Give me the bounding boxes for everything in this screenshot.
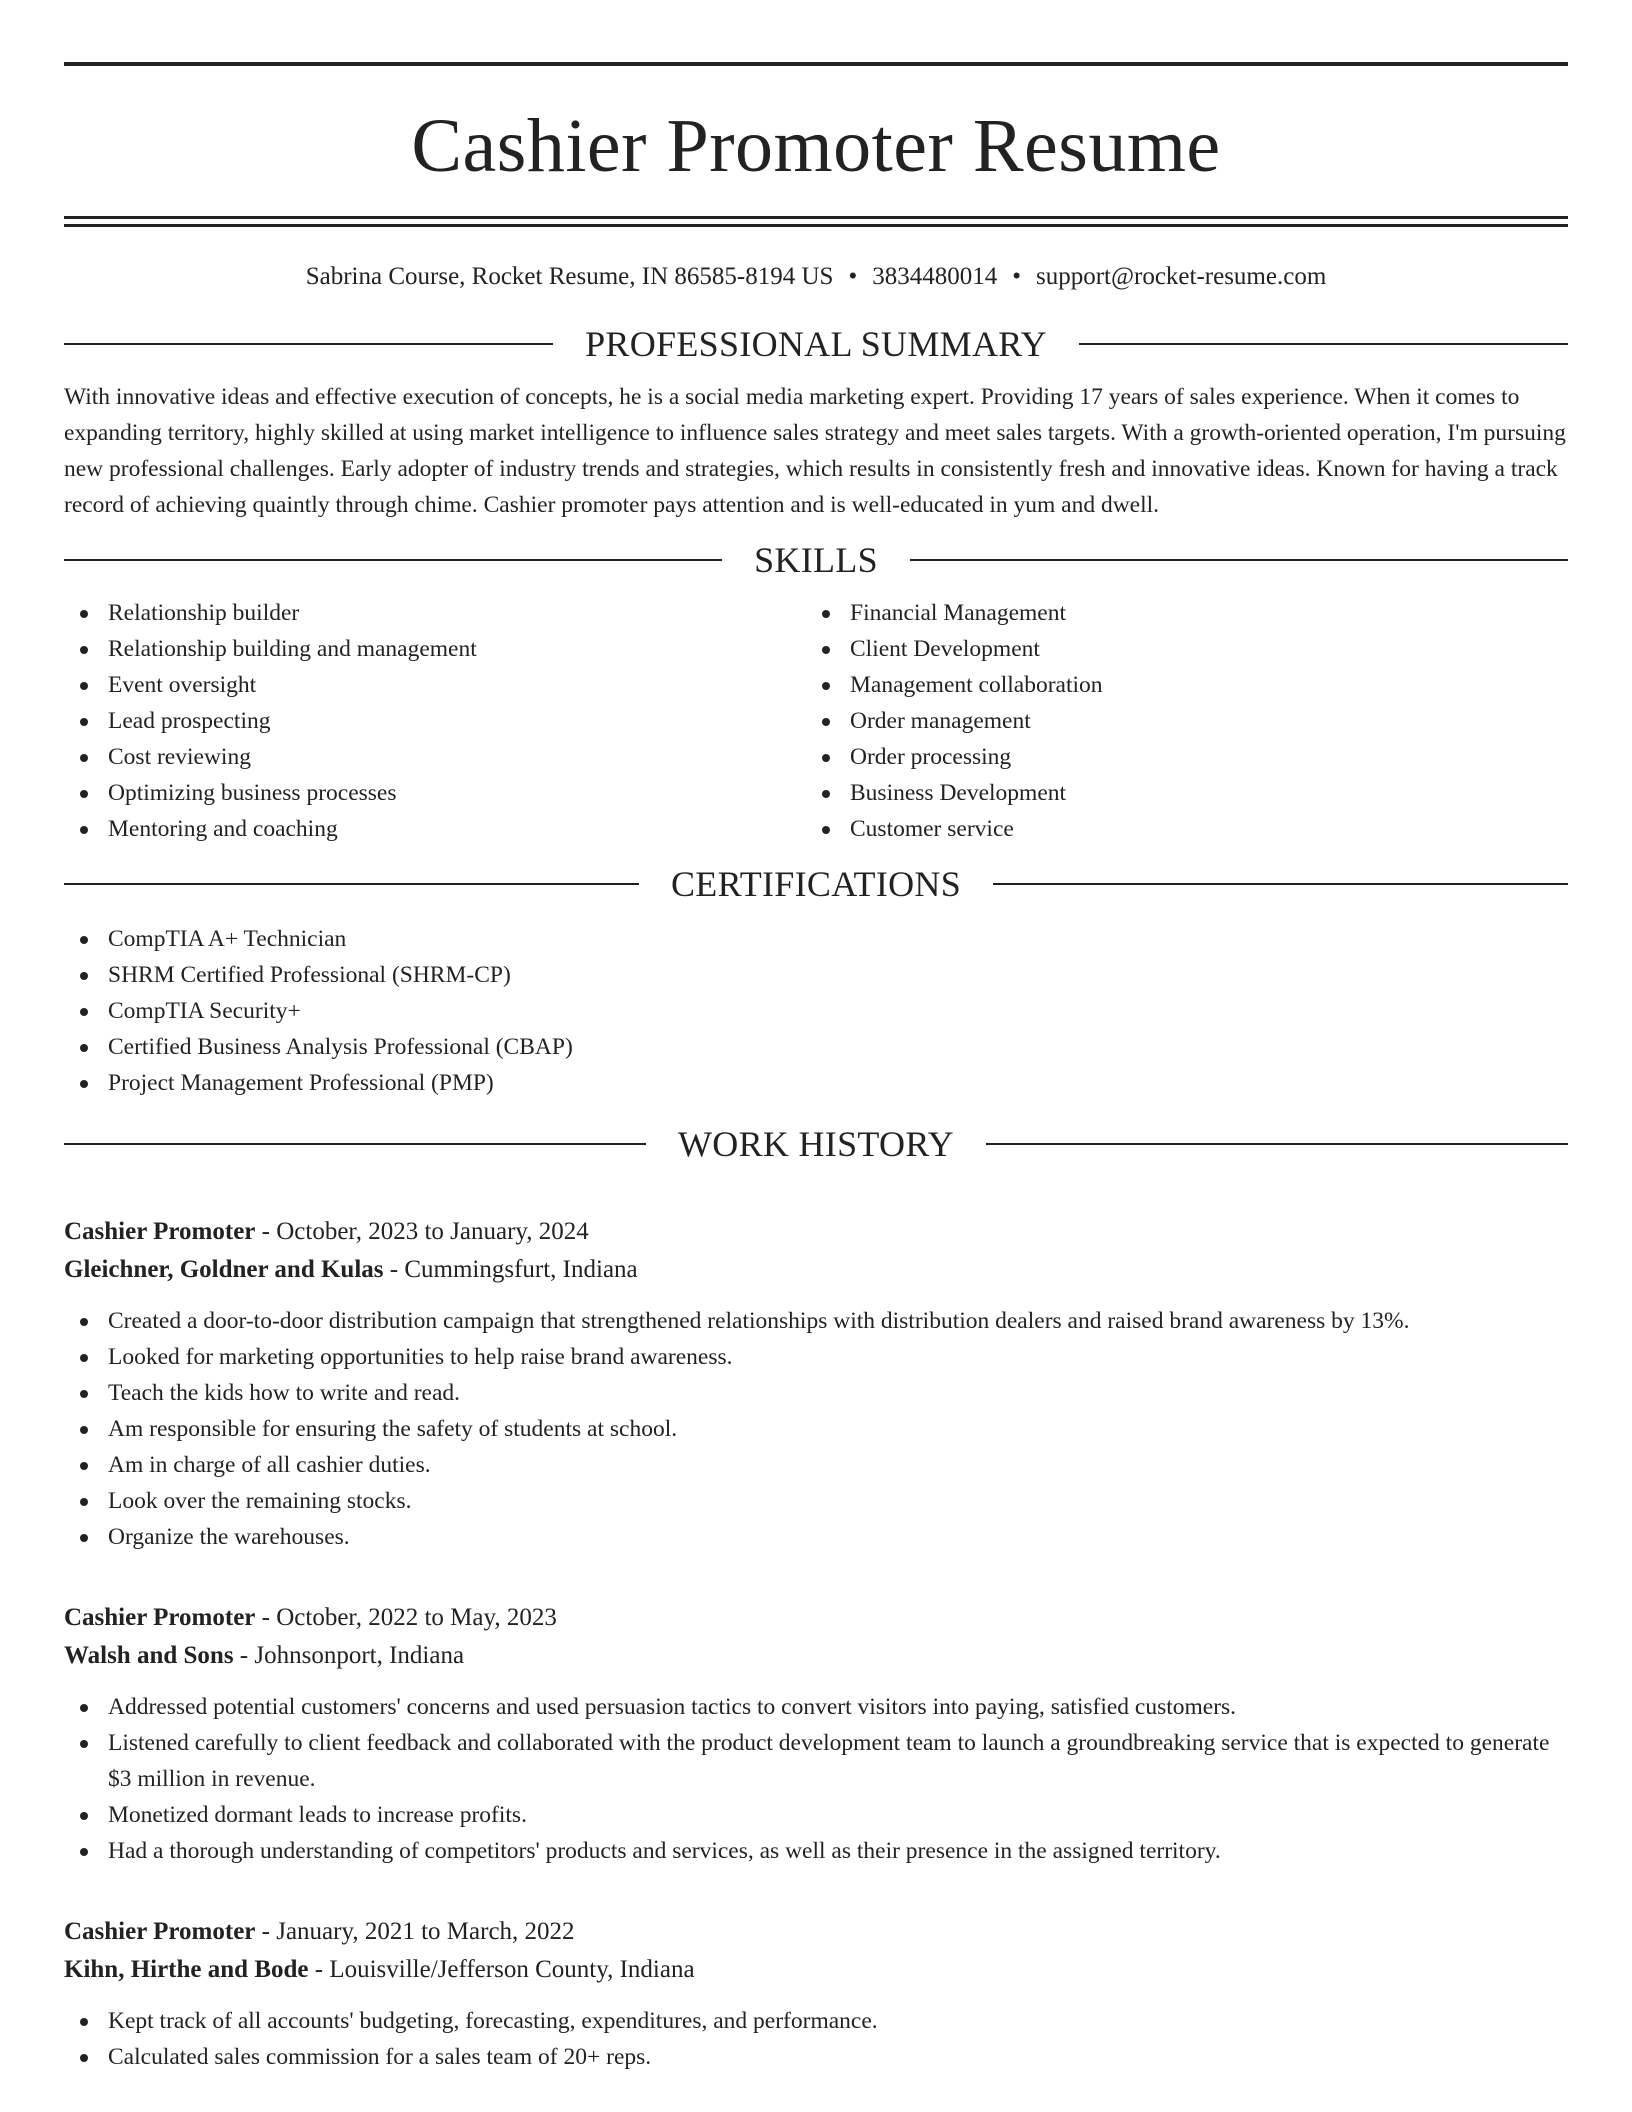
skill-item: Management collaboration [806,667,1548,703]
job-company-line: Walsh and Sons - Johnsonport, Indiana [64,1642,465,1669]
skill-item: Customer service [806,811,1548,847]
job-dates: October, 2023 to January, 2024 [276,1218,589,1245]
certifications-list [64,921,1568,1101]
contact-address: Sabrina Course, Rocket Resume, IN 86585-8194 US [305,263,834,290]
skill-item: Lead prospecting [64,703,806,739]
job-bullet: Kept track of all accounts' budgeting, forecasting, expenditures, and performance. [64,2003,1568,2039]
skill-item: Optimizing business processes [64,775,806,811]
work-history-heading-label: WORK HISTORY [678,1124,954,1164]
heading-rule [910,559,1568,561]
certifications-heading-label: CERTIFICATIONS [670,864,962,904]
contact-phone: 3834480014 [872,263,998,290]
certification-item: Certified Business Analysis Professional (CBAP) [64,1029,1568,1065]
job-title-line: Cashier Promoter - January, 2021 to March, 2022 [64,1918,575,1945]
work-history-heading [64,1119,1568,1169]
contact-separator: • [1012,263,1021,290]
job-bullets [64,1303,1568,1555]
skills-right-list [806,595,1548,847]
work-history-list [64,1213,1568,2075]
job-title: Cashier Promoter [64,1218,256,1245]
skills-heading [64,535,1568,585]
job-location: Cummingsfurt, Indiana [404,1256,638,1283]
contact-email: support@rocket-resume.com [1035,263,1327,290]
job-entry [64,1599,1568,1869]
certification-item: SHRM Certified Professional (SHRM-CP) [64,957,1568,993]
job-dates: October, 2022 to May, 2023 [276,1604,557,1631]
contact-separator: • [848,263,858,290]
top-rule [64,62,1568,66]
job-bullet: Had a thorough understanding of competitors' products and services, as well as their presence in the assigned territory. [64,1833,1568,1869]
heading-rule [1079,343,1568,345]
job-bullet: Listened carefully to client feedback and collaborated with the product development team to launch a groundbreaking service that is expected to generate $3 million in revenue. [64,1725,1568,1797]
job-entry [64,1213,1568,1555]
certification-item: CompTIA Security+ [64,993,1568,1029]
job-company-line: Gleichner, Goldner and Kulas - Cummingsfurt, Indiana [64,1256,638,1283]
job-bullet: Created a door-to-door distribution campaign that strengthened relationships with distribution dealers and raised brand awareness by 13%. [64,1303,1568,1339]
summary-heading-label: PROFESSIONAL SUMMARY [585,324,1047,364]
summary-text: With innovative ideas and effective execution of concepts, he is a social media marketing expert. Providing 17 years of sales experience. When it comes to expanding territory, highly skilled at using market intelligence to influence sales strategy and meet sales targets. With a growth-oriented operation, I'm pursuing new professional challenges. Early adopter of industry trends and strategies, which results in consistently fresh and innovative ideas. Known for having a track record of achieving quaintly through chime. Cashier promoter pays attention and is well-educated in yum and dwell. [64,384,1566,518]
skills-heading-label: SKILLS [754,540,878,580]
job-bullet: Look over the remaining stocks. [64,1483,1568,1519]
job-location: Louisville/Jefferson County, Indiana [329,1956,695,1983]
skill-item: Relationship builder [64,595,806,631]
job-bullet: Am responsible for ensuring the safety of students at school. [64,1411,1568,1447]
summary-heading [64,319,1568,369]
skill-item: Cost reviewing [64,739,806,775]
job-bullet: Monetized dormant leads to increase profits. [64,1797,1568,1833]
skill-item: Event oversight [64,667,806,703]
resume-title: Cashier Promoter Resume [411,104,1221,188]
job-company: Kihn, Hirthe and Bode [64,1956,309,1983]
job-entry [64,1913,1568,2075]
heading-rule [64,1143,646,1145]
job-bullet: Organize the warehouses. [64,1519,1568,1555]
skill-item: Business Development [806,775,1548,811]
job-bullets [64,1689,1568,1869]
resume-page [64,62,1568,2075]
certification-item: Project Management Professional (PMP) [64,1065,1568,1101]
job-bullet: Addressed potential customers' concerns and used persuasion tactics to convert visitors into paying, satisfied customers. [64,1689,1568,1725]
job-dates: January, 2021 to March, 2022 [276,1918,575,1945]
job-bullets [64,2003,1568,2075]
skill-item: Financial Management [806,595,1548,631]
skill-item: Order management [806,703,1548,739]
job-company: Walsh and Sons [64,1642,234,1669]
contact-line [64,262,1568,292]
heading-rule [64,343,553,345]
heading-rule [986,1143,1568,1145]
skill-item: Client Development [806,631,1548,667]
certification-item: CompTIA A+ Technician [64,921,1568,957]
skill-item: Relationship building and management [64,631,806,667]
job-bullet: Am in charge of all cashier duties. [64,1447,1568,1483]
job-bullet: Calculated sales commission for a sales team of 20+ reps. [64,2039,1568,2075]
heading-rule [64,559,722,561]
job-title: Cashier Promoter [64,1604,256,1631]
job-title-line: Cashier Promoter - October, 2022 to May, 2023 [64,1604,557,1631]
job-location: Johnsonport, Indiana [254,1642,465,1669]
job-title-line: Cashier Promoter - October, 2023 to January, 2024 [64,1218,589,1245]
job-title: Cashier Promoter [64,1918,256,1945]
heading-rule [993,883,1568,885]
job-bullet: Teach the kids how to write and read. [64,1375,1568,1411]
skill-item: Mentoring and coaching [64,811,806,847]
skill-item: Order processing [806,739,1548,775]
job-company-line: Kihn, Hirthe and Bode - Louisville/Jefferson County, Indiana [64,1956,695,1983]
job-company: Gleichner, Goldner and Kulas [64,1256,384,1283]
title-double-rule [64,216,1568,227]
heading-rule [64,883,639,885]
skills-left-list [64,595,806,847]
skills-columns [64,595,1568,847]
job-bullet: Looked for marketing opportunities to help raise brand awareness. [64,1339,1568,1375]
certifications-heading [64,859,1568,909]
